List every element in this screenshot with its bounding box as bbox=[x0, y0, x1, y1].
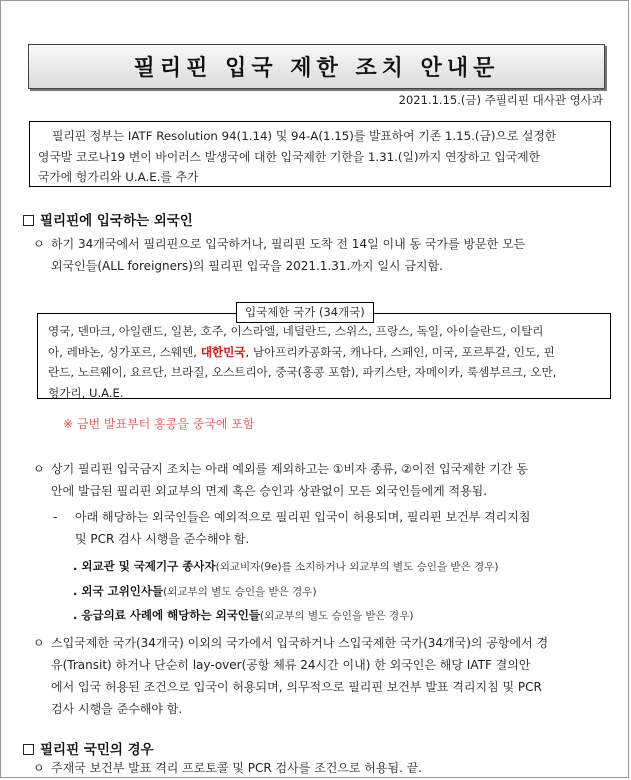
sub-exceptions-line-1: 아래 해당하는 외국인들은 예외적으로 필리핀 입국이 허용되며, 필리핀 보건부 격리지침 bbox=[75, 510, 531, 524]
bullet-ban-scope-line-2: 안에 발급된 필리핀 외교부의 면제 혹은 승인과 상관없이 모든 외국인들에게 적용됨. bbox=[51, 484, 488, 498]
bullet-entry-ban bbox=[33, 233, 609, 277]
bullet-transit-line-4: 검사 시행을 준수해야 함. bbox=[51, 702, 183, 716]
issue-date: 2021.1.15.(금) 주필리핀 대사관 영사과 bbox=[398, 93, 603, 107]
restricted-countries-box bbox=[37, 313, 611, 399]
exception-item-diplomats: . 외교관 및 국제기구 종사자(외교비자(9e)를 소지하거나 외교부의 별도 승인을 받은 경우) bbox=[73, 559, 499, 573]
title-box bbox=[28, 44, 605, 89]
square-bullet-icon bbox=[23, 744, 34, 755]
circle-bullet-icon: ㅇ bbox=[33, 237, 45, 251]
summary-line-3: 국가에 헝가리와 U.A.E.를 추가 bbox=[38, 170, 199, 184]
sub-exceptions-line-2: 및 PCR 검사 시행을 준수해야 함. bbox=[75, 532, 250, 546]
countries-line-1: 영국, 덴마크, 아일랜드, 일본, 호주, 이스라엘, 네덜란드, 스위스, 프랑스, 독일, 아이슬란드, 이탈리 bbox=[48, 324, 544, 338]
countries-line-3: 란드, 노르웨이, 요르단, 브라질, 오스트리아, 중국(홍콩 포함), 파키스탄, 자메이카, 룩셈부르크, 오만, bbox=[48, 365, 557, 379]
bullet-citizens-line-1: 주재국 보건부 발표 격리 프로토콜 및 PCR 검사를 조건으로 허용됨. 끝. bbox=[51, 761, 423, 775]
bullet-citizens bbox=[33, 757, 609, 779]
summary-line-2: 영국발 코로나19 변이 바이러스 발생국에 대한 입국제한 기한을 1.31.(일)까지 연장하고 입국제한 bbox=[38, 149, 540, 164]
sub-exceptions bbox=[53, 506, 609, 550]
bullet-transit-line-1: 스입국제한 국가(34개국) 이외의 국가에서 입국하거나 스입국제한 국가(34개국)의 공항에서 경 bbox=[51, 636, 549, 650]
bullet-transit bbox=[33, 632, 609, 720]
bullet-transit-line-2: 유(Transit) 하거나 단순히 lay-over(공항 체류 24시간 이내) 한 외국인은 해당 IATF 결의안 bbox=[51, 658, 531, 672]
exception-item-dignitaries: . 외국 고위인사들(외교부의 별도 승인을 받은 경우) bbox=[73, 584, 317, 598]
bullet-ban-scope-line-1: 상기 필리핀 입국금지 조치는 아래 예외를 제외하고는 ①비자 종류, ②이전 입국제한 기간 동 bbox=[51, 462, 528, 476]
dash-bullet-icon: - bbox=[53, 510, 58, 524]
section-heading-citizens: 필리핀 국민의 경우 bbox=[23, 738, 154, 758]
summary-box bbox=[29, 121, 611, 187]
korea-highlight: 대한민국 bbox=[200, 344, 246, 359]
restricted-countries-legend: 입국제한 국가 (34개국) bbox=[236, 302, 374, 323]
square-bullet-icon bbox=[23, 215, 34, 226]
countries-line-4: 헝가리, U.A.E. bbox=[48, 385, 124, 400]
bullet-ban-scope bbox=[33, 458, 609, 502]
circle-bullet-icon: ㅇ bbox=[33, 462, 45, 476]
circle-bullet-icon: ㅇ bbox=[33, 761, 45, 775]
summary-line-1: 필리핀 정부는 IATF Resolution 94(1.14) 및 94-A(1.15)를 발표하여 기존 1.15.(금)으로 설정한 bbox=[52, 129, 557, 143]
exception-item-medical: . 응급의료 사례에 해당하는 외국인들(외교부의 별도 승인을 받은 경우) bbox=[73, 608, 414, 622]
countries-line-2: 아, 레바논, 싱가포르, 스웨덴, 대한민국, 남아프리카공화국, 캐나다, 스페인, 미국, 포르투갈, 인도, 핀 bbox=[48, 344, 555, 359]
bullet-entry-ban-line-1: 하기 34개국에서 필리핀으로 입국하거나, 필리핀 도착 전 14일 이내 동 국가를 방문한 모든 bbox=[51, 237, 526, 251]
hongkong-note: ※ 금번 발표부터 홍콩을 중국에 포함 bbox=[63, 417, 255, 431]
bullet-entry-ban-line-2: 외국인들(ALL foreigners)의 필리핀 입국을 2021.1.31.까지 일시 금지함. bbox=[51, 259, 443, 273]
page-title: 필리핀 입국 제한 조치 안내문 bbox=[133, 56, 500, 81]
circle-bullet-icon: ㅇ bbox=[33, 636, 45, 650]
bullet-transit-line-3: 에서 입국 허용된 조건으로 입국이 허용되며, 의무적으로 필리핀 보건부 발표 격리지침 및 PCR bbox=[51, 680, 542, 694]
section-heading-foreigners: 필리핀에 입국하는 외국인 bbox=[23, 209, 193, 229]
